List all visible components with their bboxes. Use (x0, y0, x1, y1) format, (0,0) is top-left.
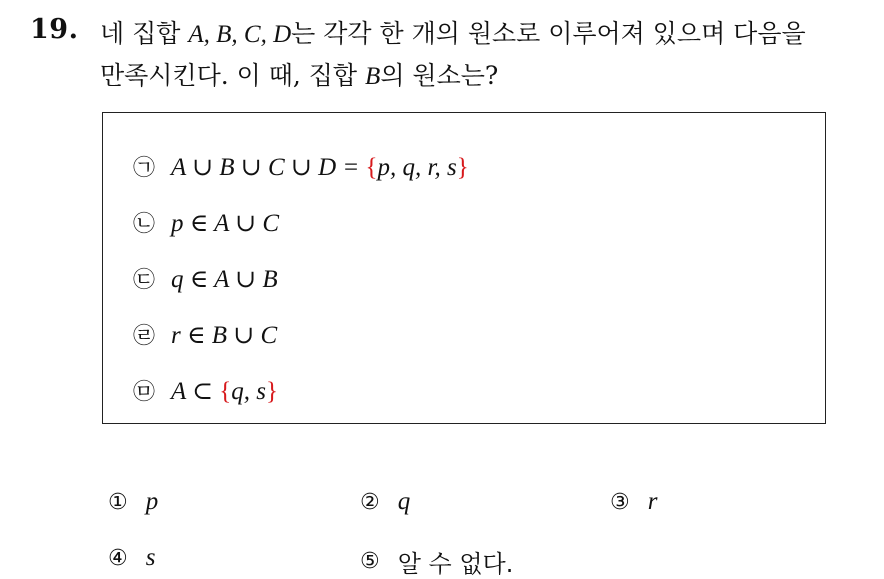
choice-5-value: 알 수 없다. (397, 550, 514, 578)
question-text-suffix: 는 각각 한 개의 원소로 이루어져 있으며 다음을 (291, 19, 806, 48)
question-text-line-1 (100, 14, 806, 50)
choice-4-mark: ④ (108, 545, 128, 571)
choice-4[interactable] (108, 544, 155, 572)
choice-3[interactable] (610, 488, 657, 516)
condition-4-mark: ㉣ (133, 324, 156, 349)
question-number: 19. (30, 14, 79, 45)
condition-3-mark: ㉢ (133, 268, 156, 293)
choice-2[interactable] (360, 488, 410, 516)
condition-5-lhs: A ⊂ (171, 377, 220, 405)
question-text-prefix-2: 만족시킨다. 이 때, 집합 (100, 61, 366, 90)
question-set-b: B (365, 63, 381, 90)
condition-5 (133, 375, 278, 406)
condition-5-mark: ㉤ (133, 380, 156, 405)
question-sets: A, B, C, D (188, 21, 292, 48)
choice-1-value: p (145, 488, 159, 515)
condition-5-brace-close: } (266, 377, 279, 405)
choice-5-mark: ⑤ (360, 549, 380, 574)
condition-3 (133, 263, 278, 294)
choice-5[interactable] (360, 544, 513, 579)
condition-1 (133, 151, 469, 182)
condition-3-expr: q ∈ A ∪ B (171, 265, 278, 293)
condition-5-brace-open: { (219, 377, 232, 405)
condition-1-brace-close: } (456, 153, 469, 181)
condition-2 (133, 207, 279, 238)
choice-4-value: s (145, 544, 156, 571)
choice-2-value: q (397, 488, 411, 515)
condition-5-set-items: q, s (231, 377, 267, 405)
condition-5-expr (171, 376, 278, 406)
choice-1-mark: ① (108, 489, 128, 515)
condition-1-lhs: A ∪ B ∪ C ∪ D = (171, 153, 366, 181)
condition-1-set-items: p, q, r, s (377, 153, 457, 181)
question-text-prefix: 네 집합 (100, 19, 189, 48)
conditions-box (102, 112, 826, 424)
condition-2-mark: ㉡ (133, 212, 156, 237)
choice-2-mark: ② (360, 489, 380, 515)
question-text-suffix-2: 의 원소는? (380, 61, 499, 90)
choice-3-value: r (647, 488, 658, 515)
condition-2-expr: p ∈ A ∪ C (171, 209, 280, 237)
choice-3-mark: ③ (610, 489, 630, 515)
condition-1-expr (171, 152, 469, 182)
choice-1[interactable] (108, 488, 158, 516)
condition-1-brace-open: { (365, 153, 378, 181)
condition-4-expr: r ∈ B ∪ C (171, 321, 278, 349)
condition-4 (133, 319, 277, 350)
question-text-line-2 (100, 56, 498, 92)
condition-1-mark: ㉠ (133, 156, 156, 181)
